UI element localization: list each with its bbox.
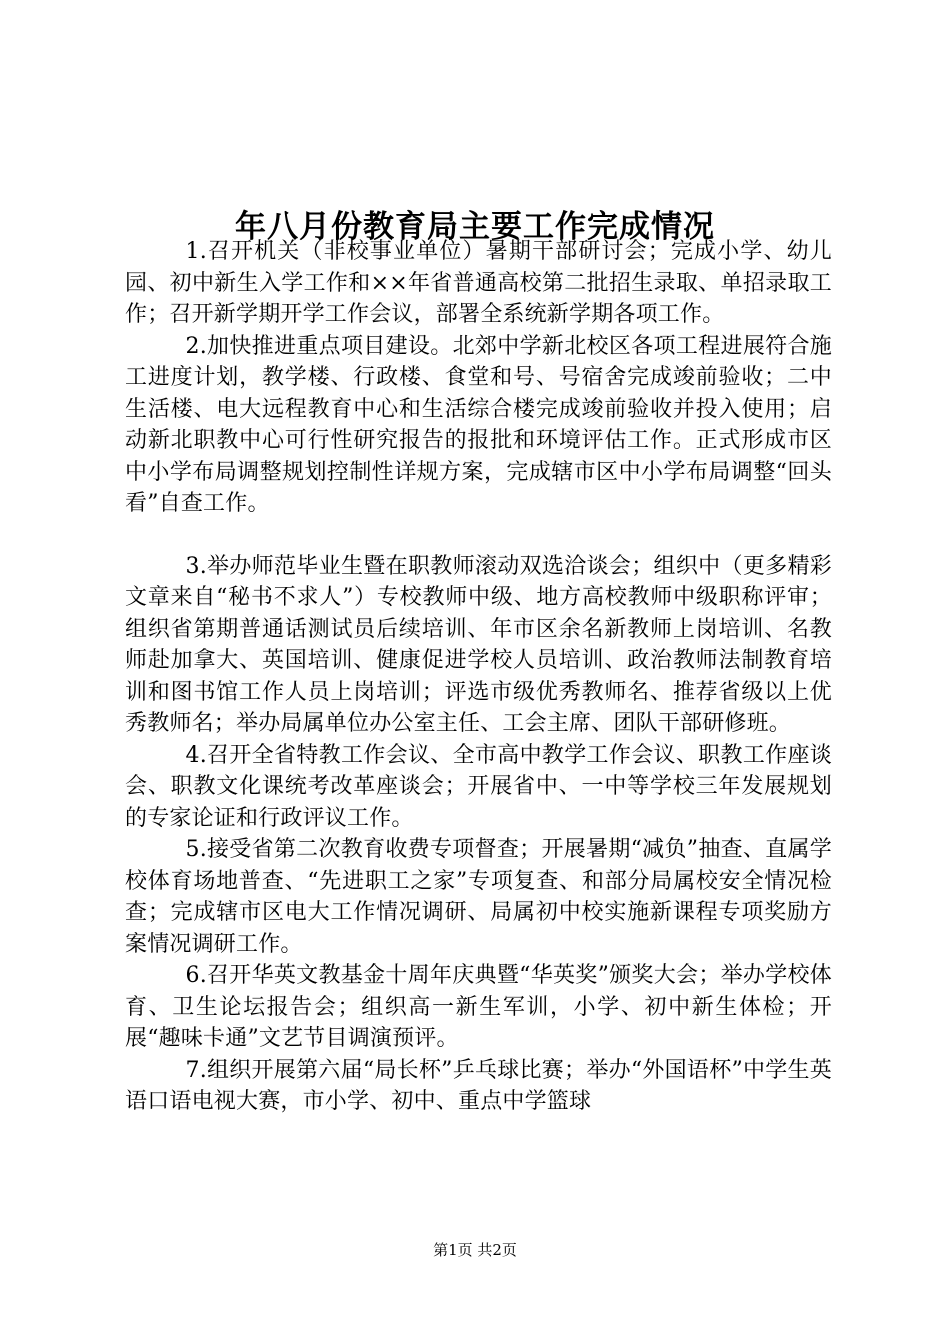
page-number-footer: 第1页 共2页	[433, 1241, 517, 1259]
paragraph-1: 1.召开机关（非校事业单位）暑期干部研讨会；完成小学、幼儿园、初中新生入学工作和××年省普通高校第二批招生录取、单招录取工作；召开新学期开学工作会议，部署全系统新学期各项工作。	[125, 239, 832, 327]
paragraph-6: 6.召开华英文教基金十周年庆典暨“华英奖”颁奖大会；举办学校体育、卫生论坛报告会；组织高一新生军训，小学、初中新生体检；开展“趣味卡通”文艺节目调演预评。	[125, 963, 832, 1051]
document-title: 年八月份教育局主要工作完成情况	[235, 208, 715, 245]
paragraph-4: 4.召开全省特教工作会议、全市高中教学工作会议、职教工作座谈会、职教文化课统考改革座谈会；开展省中、一中等学校三年发展规划的专家论证和行政评议工作。	[125, 742, 832, 831]
paragraph-3: 3.举办师范毕业生暨在职教师滚动双选洽谈会；组织中（更多精彩文章来自“秘书不求人”）专校教师中级、地方高校教师中级职称评审；组织省第期普通话测试员后续培训、年市区余名新教师上岗培训、名教师赴加拿大、英国培训、健康促进学校人员培训、政治教师法制教育培训和图书馆工作人员上岗培训；评选市级优秀教师名、推荐省级以上优秀教师名；举办局属单位办公室主任、工会主席、团队干部研修班。	[125, 553, 832, 736]
paragraph-2: 2.加快推进重点项目建设。北郊中学新北校区各项工程进展符合施工进度计划，教学楼、行政楼、食堂和号、号宿舍完成竣前验收；二中生活楼、电大远程教育中心和生活综合楼完成竣前验收并投入使用；启动新北职教中心可行性研究报告的报批和环境评估工作。正式形成市区中小学布局调整规划控制性详规方案，完成辖市区中小学布局调整“回头看”自查工作。	[125, 333, 832, 516]
paragraph-5: 5.接受省第二次教育收费专项督查；开展暑期“减负”抽查、直属学校体育场地普查、“先进职工之家”专项复查、和部分局属校安全情况检查；完成辖市区电大工作情况调研、局属初中校实施新课程专项奖励方案情况调研工作。	[125, 837, 832, 957]
paragraph-7: 7.组织开展第六届“局长杯”乒乓球比赛；举办“外国语杯”中学生英语口语电视大赛，市小学、初中、重点中学篮球	[125, 1057, 832, 1114]
document-body	[125, 236, 832, 1118]
